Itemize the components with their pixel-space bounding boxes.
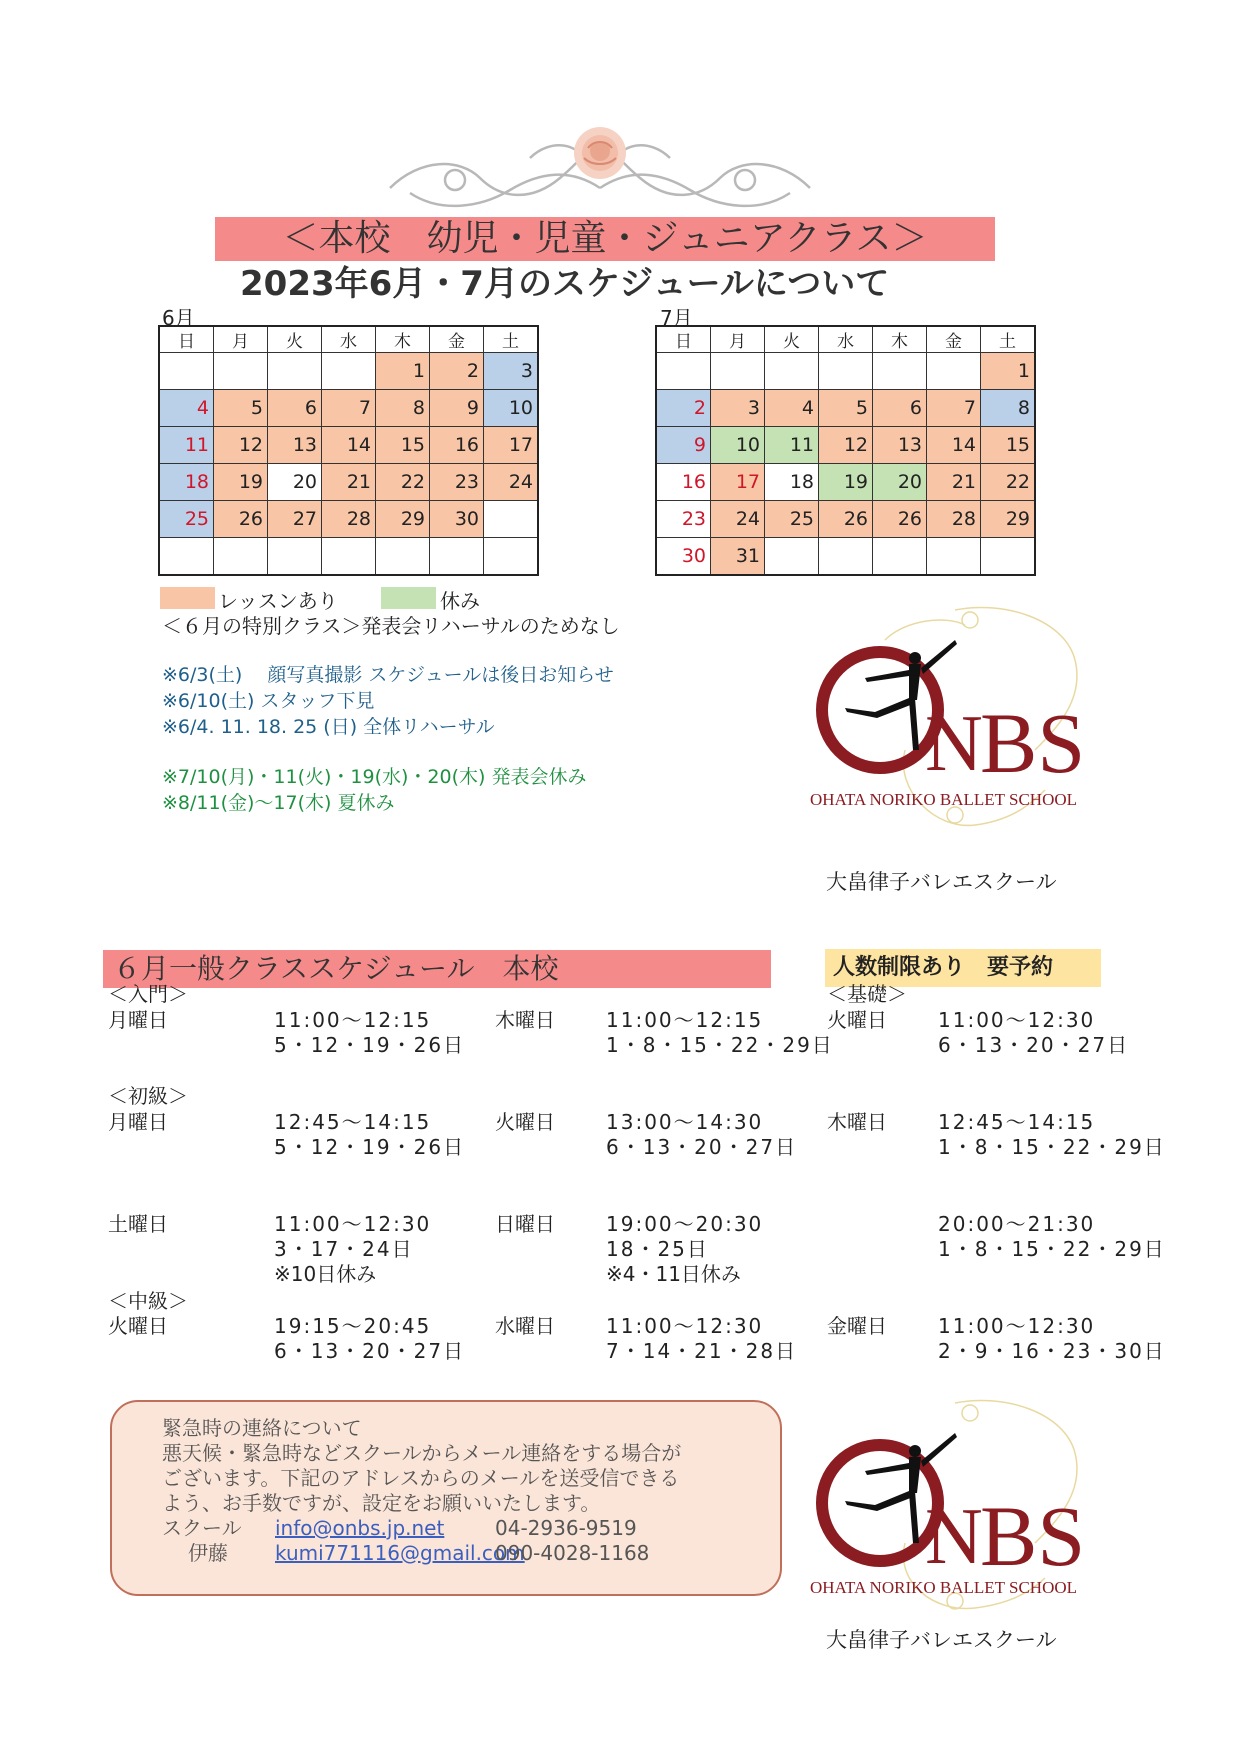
class-day: 水曜日 [495, 1314, 555, 1338]
class-day: 火曜日 [495, 1110, 555, 1134]
calendar-day [268, 353, 322, 390]
july-label: 7月 [660, 306, 693, 330]
general-schedule-banner: ６月一般クラススケジュール 本校 [103, 950, 771, 988]
calendar-week [656, 464, 1035, 501]
class-dates: 7・14・21・28日 [606, 1339, 798, 1363]
legend-rest-label: 休み [440, 589, 480, 613]
calendar-week [159, 538, 538, 575]
class-dates: 5・12・19・26日 [274, 1135, 466, 1159]
class-time: 20:00～21:30 [938, 1212, 1096, 1236]
calendar-day: 31 [711, 538, 765, 575]
calendar-day: 21 [927, 464, 981, 501]
calendar-day: 5 [819, 390, 873, 427]
calendar-day: 3 [711, 390, 765, 427]
calendar-week [159, 390, 538, 427]
calendar-day: 23 [656, 501, 711, 538]
weekday-header: 金 [927, 326, 981, 353]
class-time: 13:00～14:30 [606, 1110, 764, 1134]
calendar-day: 17 [711, 464, 765, 501]
school-email-link[interactable]: info@onbs.jp.net [275, 1516, 445, 1540]
calendar-day: 10 [711, 427, 765, 464]
calendar-day [268, 538, 322, 575]
calendar-day: 26 [214, 501, 268, 538]
calendar-day: 29 [376, 501, 430, 538]
calendar-day: 23 [430, 464, 484, 501]
section-nyumon: ＜入門＞ [108, 982, 188, 1006]
svg-text:N: N [925, 700, 983, 788]
calendar-day: 13 [873, 427, 927, 464]
calendar-week [159, 464, 538, 501]
weekday-header: 金 [430, 326, 484, 353]
calendar-day [214, 538, 268, 575]
calendar-day: 10 [484, 390, 539, 427]
class-time: 12:45～14:15 [274, 1110, 432, 1134]
closure-note: ※4・11日休み [606, 1262, 741, 1286]
class-dates: 6・13・20・27日 [938, 1033, 1130, 1057]
class-dates: 1・8・15・22・29日 [606, 1033, 834, 1057]
calendar-day: 22 [981, 464, 1036, 501]
class-time: 11:00～12:30 [274, 1212, 432, 1236]
calendar-week [656, 501, 1035, 538]
calendar-day: 2 [430, 353, 484, 390]
class-dates: 18・25日 [606, 1237, 709, 1261]
schedule-subtitle: 2023年6月・7月のスケジュールについて [240, 264, 890, 304]
calendar-day: 7 [322, 390, 376, 427]
july-calendar [655, 325, 1036, 576]
calendar-day: 15 [981, 427, 1036, 464]
weekday-header: 月 [214, 326, 268, 353]
class-day: 月曜日 [108, 1008, 168, 1032]
class-day: 木曜日 [495, 1008, 555, 1032]
legend-lesson-swatch [160, 587, 215, 609]
svg-text:BS: BS [980, 1488, 1086, 1584]
legend-rest-swatch [381, 587, 436, 609]
class-day: 火曜日 [827, 1008, 887, 1032]
calendar-day: 6 [873, 390, 927, 427]
class-dates: 1・8・15・22・29日 [938, 1237, 1166, 1261]
section-chukyu: ＜中級＞ [108, 1289, 188, 1313]
calendar-day: 12 [214, 427, 268, 464]
calendar-day: 3 [484, 353, 539, 390]
closure-note: ※10日休み [274, 1262, 377, 1286]
onbs-logo [805, 600, 1125, 840]
class-dates: 6・13・20・27日 [274, 1339, 466, 1363]
note-line: ※8/11(金)～17(木) 夏休み [162, 792, 395, 814]
class-time: 11:00～12:15 [606, 1008, 764, 1032]
calendar-day: 18 [765, 464, 819, 501]
calendar-day [656, 353, 711, 390]
school-name-en: OHATA NORIKO BALLET SCHOOL [810, 1578, 1078, 1597]
calendar-day: 11 [765, 427, 819, 464]
calendar-day: 20 [873, 464, 927, 501]
calendar-day: 22 [376, 464, 430, 501]
calendar-day: 19 [819, 464, 873, 501]
note-line: ※6/3(土) 顔写真撮影 スケジュールは後日お知らせ [162, 664, 614, 686]
class-dates: 2・9・16・23・30日 [938, 1339, 1166, 1363]
school-name-caption: 大畠律子バレエスクール [826, 870, 1057, 894]
contact-heading: 緊急時の連絡について [162, 1416, 362, 1440]
calendar-day: 18 [159, 464, 214, 501]
calendar-day: 19 [214, 464, 268, 501]
calendar-day: 28 [927, 501, 981, 538]
calendar-day [711, 353, 765, 390]
ito-phone: 090-4028-1168 [495, 1541, 650, 1565]
calendar-day: 28 [322, 501, 376, 538]
class-day: 火曜日 [108, 1314, 168, 1338]
class-day: 木曜日 [827, 1110, 887, 1134]
onbs-logo [805, 1393, 1125, 1623]
note-line: ※6/4. 11. 18. 25 (日) 全体リハーサル [162, 716, 495, 738]
calendar-day: 7 [927, 390, 981, 427]
calendar-week [656, 427, 1035, 464]
contact-body: 悪天候・緊急時などスクールからメール連絡をする場合が [162, 1441, 682, 1465]
calendar-day [873, 353, 927, 390]
calendar-day [765, 538, 819, 575]
calendar-day [819, 353, 873, 390]
calendar-day: 30 [656, 538, 711, 575]
calendar-day [214, 353, 268, 390]
calendar-day [981, 538, 1036, 575]
calendar-day [159, 538, 214, 575]
class-time: 11:00～12:30 [938, 1314, 1096, 1338]
weekday-header: 木 [873, 326, 927, 353]
calendar-day [159, 353, 214, 390]
weekday-header: 月 [711, 326, 765, 353]
note-line: ※6/10(土) スタッフ下見 [162, 690, 375, 712]
weekday-header: 木 [376, 326, 430, 353]
special-class-note: ＜６月の特別クラス＞発表会リハーサルのためなし [162, 614, 620, 638]
class-title-banner: ＜本校 幼児・児童・ジュニアクラス＞ [215, 217, 995, 261]
class-day: 日曜日 [495, 1212, 555, 1236]
calendar-day [873, 538, 927, 575]
school-name-caption: 大畠律子バレエスクール [826, 1628, 1057, 1652]
calendar-day [322, 538, 376, 575]
calendar-day: 25 [765, 501, 819, 538]
calendar-day: 5 [214, 390, 268, 427]
emergency-contact-box [110, 1400, 782, 1596]
class-time: 11:00～12:15 [274, 1008, 432, 1032]
weekday-header: 水 [322, 326, 376, 353]
calendar-day [484, 538, 539, 575]
legend-lesson-label: レッスンあり [218, 589, 338, 613]
class-dates: 1・8・15・22・29日 [938, 1135, 1166, 1159]
calendar-day: 6 [268, 390, 322, 427]
calendar-day: 9 [656, 427, 711, 464]
contact-body: ございます。下記のアドレスからのメールを送受信できる [162, 1466, 680, 1490]
ito-email-link[interactable]: kumi771116@gmail.com [275, 1541, 525, 1565]
calendar-week [656, 353, 1035, 390]
calendar-day: 27 [268, 501, 322, 538]
calendar-day: 26 [873, 501, 927, 538]
class-day: 土曜日 [108, 1212, 168, 1236]
contact-body: よう、お手数ですが、設定をお願いいたします。 [162, 1491, 601, 1515]
calendar-day [765, 353, 819, 390]
section-shokyu: ＜初級＞ [108, 1084, 188, 1108]
svg-text:BS: BS [980, 695, 1086, 791]
calendar-day [376, 538, 430, 575]
class-time: 11:00～12:30 [606, 1314, 764, 1338]
calendar-day: 4 [159, 390, 214, 427]
calendar-day: 15 [376, 427, 430, 464]
calendar-day: 14 [322, 427, 376, 464]
calendar-day: 24 [711, 501, 765, 538]
weekday-header: 水 [819, 326, 873, 353]
note-line: ※7/10(月)・11(火)・19(水)・20(木) 発表会休み [162, 766, 587, 788]
calendar-day: 26 [819, 501, 873, 538]
weekday-header: 土 [484, 326, 539, 353]
calendar-day: 8 [981, 390, 1036, 427]
calendar-day [484, 501, 539, 538]
calendar-day: 20 [268, 464, 322, 501]
calendar-day [322, 353, 376, 390]
class-dates: 3・17・24日 [274, 1237, 414, 1261]
calendar-day: 16 [656, 464, 711, 501]
section-kiso: ＜基礎＞ [827, 982, 907, 1006]
calendar-day [927, 538, 981, 575]
calendar-day: 25 [159, 501, 214, 538]
svg-text:N: N [925, 1493, 983, 1581]
calendar-week [159, 353, 538, 390]
calendar-day: 1 [376, 353, 430, 390]
class-dates: 5・12・19・26日 [274, 1033, 466, 1057]
limit-badge: 人数制限あり 要予約 [825, 949, 1101, 987]
class-time: 12:45～14:15 [938, 1110, 1096, 1134]
contact-ito-label: 伊藤 [188, 1541, 228, 1565]
june-label: 6月 [162, 306, 195, 330]
school-phone: 04-2936-9519 [495, 1516, 637, 1540]
calendar-day: 17 [484, 427, 539, 464]
calendar-day [819, 538, 873, 575]
calendar-day: 2 [656, 390, 711, 427]
class-day: 月曜日 [108, 1110, 168, 1134]
class-day: 金曜日 [827, 1314, 887, 1338]
calendar-day: 11 [159, 427, 214, 464]
class-time: 19:15～20:45 [274, 1314, 432, 1338]
weekday-header: 火 [765, 326, 819, 353]
weekday-header: 日 [159, 326, 214, 353]
contact-school-label: スクール [162, 1516, 242, 1540]
calendar-week [656, 538, 1035, 575]
class-time: 19:00～20:30 [606, 1212, 764, 1236]
class-dates: 6・13・20・27日 [606, 1135, 798, 1159]
june-calendar [158, 325, 539, 576]
calendar-day: 8 [376, 390, 430, 427]
weekday-header: 日 [656, 326, 711, 353]
notes-green [162, 764, 586, 816]
calendar-week [159, 501, 538, 538]
calendar-day: 29 [981, 501, 1036, 538]
rose-ornament [380, 118, 820, 218]
weekday-header: 土 [981, 326, 1036, 353]
class-time: 11:00～12:30 [938, 1008, 1096, 1032]
calendar-week [656, 390, 1035, 427]
calendar-day: 21 [322, 464, 376, 501]
calendar-day: 9 [430, 390, 484, 427]
calendar-week [159, 427, 538, 464]
notes-blue [162, 662, 614, 740]
calendar-day [927, 353, 981, 390]
calendar-day [430, 538, 484, 575]
school-name-en: OHATA NORIKO BALLET SCHOOL [810, 790, 1078, 809]
calendar-day: 16 [430, 427, 484, 464]
weekday-header: 火 [268, 326, 322, 353]
calendar-day: 14 [927, 427, 981, 464]
calendar-day: 1 [981, 353, 1036, 390]
calendar-day: 4 [765, 390, 819, 427]
calendar-day: 12 [819, 427, 873, 464]
calendar-day: 24 [484, 464, 539, 501]
calendar-day: 30 [430, 501, 484, 538]
calendar-day: 13 [268, 427, 322, 464]
